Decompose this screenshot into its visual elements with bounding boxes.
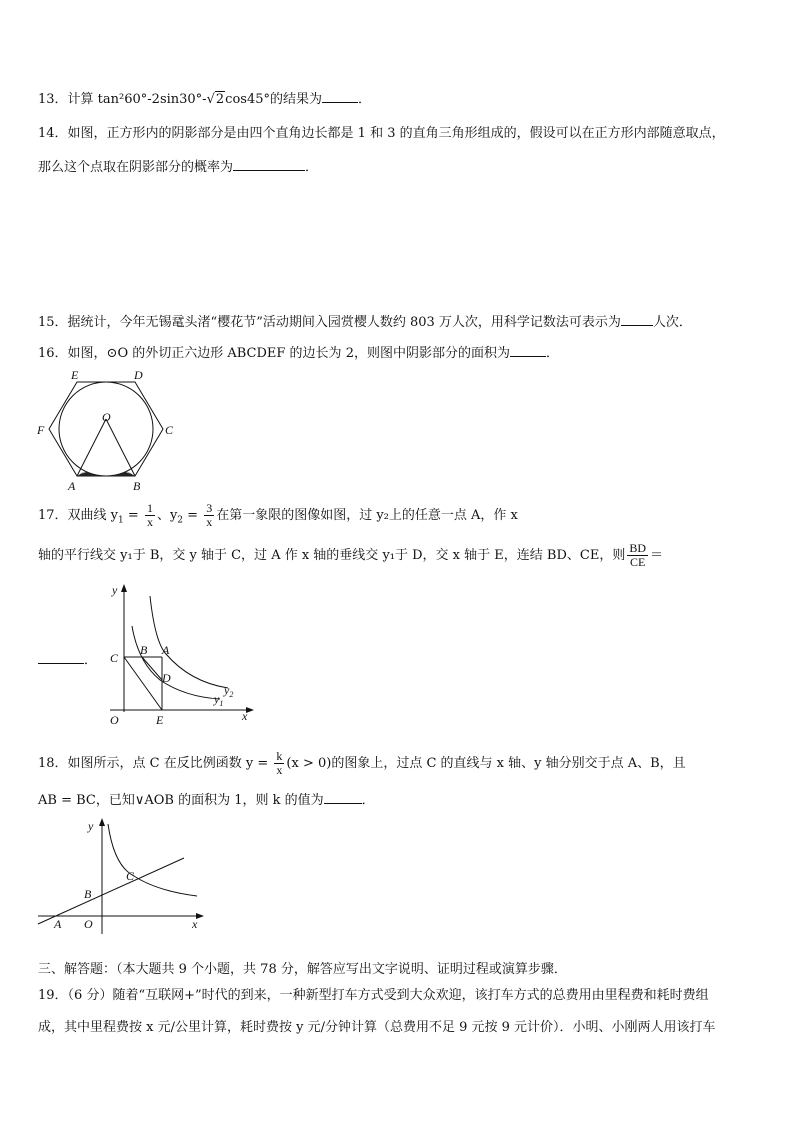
label-e: E: [156, 713, 164, 727]
answer-blank: [322, 90, 358, 103]
question-text-2: cos45°的结果为: [225, 92, 322, 107]
label-a: A: [162, 643, 170, 657]
question-17-line-1: 17．双曲线 $y_1$ = $\frac{1}{x}$ 、$y_2$ = $\frac{3}{x}$ 在第一象限的图像如图，过 y₂上的任意一点 A，作 x: [38, 501, 518, 529]
question-14-line-2: 那么这个点取在阴影部分的概率为 ．: [38, 160, 319, 175]
question-number: 19．: [38, 988, 68, 1003]
label-y2: $y_2$: [224, 683, 234, 699]
curve-k-over-x: [108, 824, 197, 896]
curve-y1: [132, 626, 220, 699]
label-b: B: [84, 887, 92, 901]
fraction-3-over-x: $\frac{3}{x}$: [206, 501, 213, 529]
question-15: 15．据统计，今年无锡鼋头渚“樱花节”活动期间入园赏樱人数约 803 万人次，用科学记数法可表示为 人次．: [38, 315, 692, 330]
question-18-line-2: AB = BC，已知∨AOB 的面积为 1，则 k 的值为 ．: [38, 793, 375, 808]
hexagon-figure: [34, 366, 184, 496]
line-bd: [142, 657, 162, 680]
fraction-bd-over-ce: $\frac{BD}{CE}$: [629, 541, 646, 569]
section-3-heading: 三、解答题：（本大题共 9 个小题，共 78 分，解答应写出文字说明、证明过程或演算步骤．: [38, 962, 567, 977]
answer-blank: [621, 313, 653, 326]
label-e: E: [71, 368, 79, 382]
radius-oa: [77, 419, 106, 476]
question-number: 14．: [38, 126, 68, 141]
fraction-1-over-x: $\frac{1}{x}$: [146, 501, 153, 529]
answer-blank: [324, 791, 362, 804]
label-b: B: [133, 479, 141, 493]
question-18-line-1: 18．如图所示，点 C 在反比例函数 y = $\frac{k}{x}$ (x > 0)的图象上，过点 C 的直线与 x 轴、y 轴分别交于点 A、B，且: [38, 749, 686, 777]
label-c: C: [126, 869, 135, 883]
question-number: 18．: [38, 756, 68, 771]
question-16: 16．如图，⊙O 的外切正六边形 ABCDEF 的边长为 2，则图中阴影部分的面积为 ．: [38, 346, 559, 361]
question-19-line-2: 成，其中里程费按 x 元/公里计算，耗时费按 y 元/分钟计算（总费用不足 9 元按 9 元计价）．小明、小刚两人用该打车: [38, 1020, 716, 1035]
hyperbola-figure: [100, 582, 260, 727]
question-number: 15．: [38, 315, 68, 330]
label-d: D: [134, 368, 143, 382]
fraction-k-over-x: $\frac{k}{x}$: [276, 749, 283, 777]
question-19-line-1: 19．（6 分）随着“互联网+”时代的到来，一种新型打车方式受到大众欢迎，该打车方式的总费用由里程费和耗时费组: [38, 988, 709, 1003]
label-o: O: [102, 410, 111, 424]
label-y: y: [112, 583, 118, 597]
label-c: C: [110, 651, 119, 665]
question-number: 13．: [38, 92, 68, 107]
label-c: C: [165, 423, 174, 437]
label-o: O: [110, 713, 119, 727]
label-y1: $y_1$: [214, 692, 224, 708]
question-text: 计算 tan²60°-2sin30°-: [67, 92, 207, 107]
label-f: F: [37, 423, 45, 437]
label-o: O: [84, 917, 93, 931]
label-a: A: [68, 479, 76, 493]
label-d: D: [162, 671, 171, 685]
shaded-arc: [77, 472, 135, 476]
y-axis-arrow: [121, 584, 127, 592]
question-13: 13．计算 tan²60°-2sin30°-√2cos45°的结果为 ．: [38, 92, 372, 107]
question-17-line-3: ．: [38, 651, 97, 669]
answer-blank: [510, 344, 546, 357]
question-number: 17．: [38, 508, 68, 523]
hexagon-outline: [49, 382, 163, 476]
label-x: x: [192, 917, 198, 931]
label-y: y: [88, 819, 94, 833]
label-x: x: [242, 709, 248, 723]
line-ce: [124, 657, 162, 710]
line-abc: [38, 858, 184, 924]
y-axis-arrow: [99, 818, 105, 826]
inscribed-circle: [59, 382, 153, 476]
radius-ob: [106, 419, 135, 476]
answer-blank: [38, 651, 84, 664]
label-b: B: [140, 643, 148, 657]
answer-blank: [233, 158, 305, 171]
sqrt-expression: √2: [206, 92, 225, 107]
label-a: A: [54, 917, 62, 931]
inverse-function-figure: [32, 816, 212, 936]
question-17-line-2: 轴的平行线交 y₁于 B，交 y 轴于 C，过 A 作 x 轴的垂线交 y₁于 D，交 x 轴于 E，连结 BD、CE，则 $\frac{BD}{CE}$ ＝: [38, 541, 664, 569]
question-14-line-1: 14．如图，正方形内的阴影部分是由四个直角边长都是 1 和 3 的直角三角形组成的，假设可以在正方形内部随意取点，: [38, 126, 725, 141]
question-number: 16．: [38, 346, 68, 361]
